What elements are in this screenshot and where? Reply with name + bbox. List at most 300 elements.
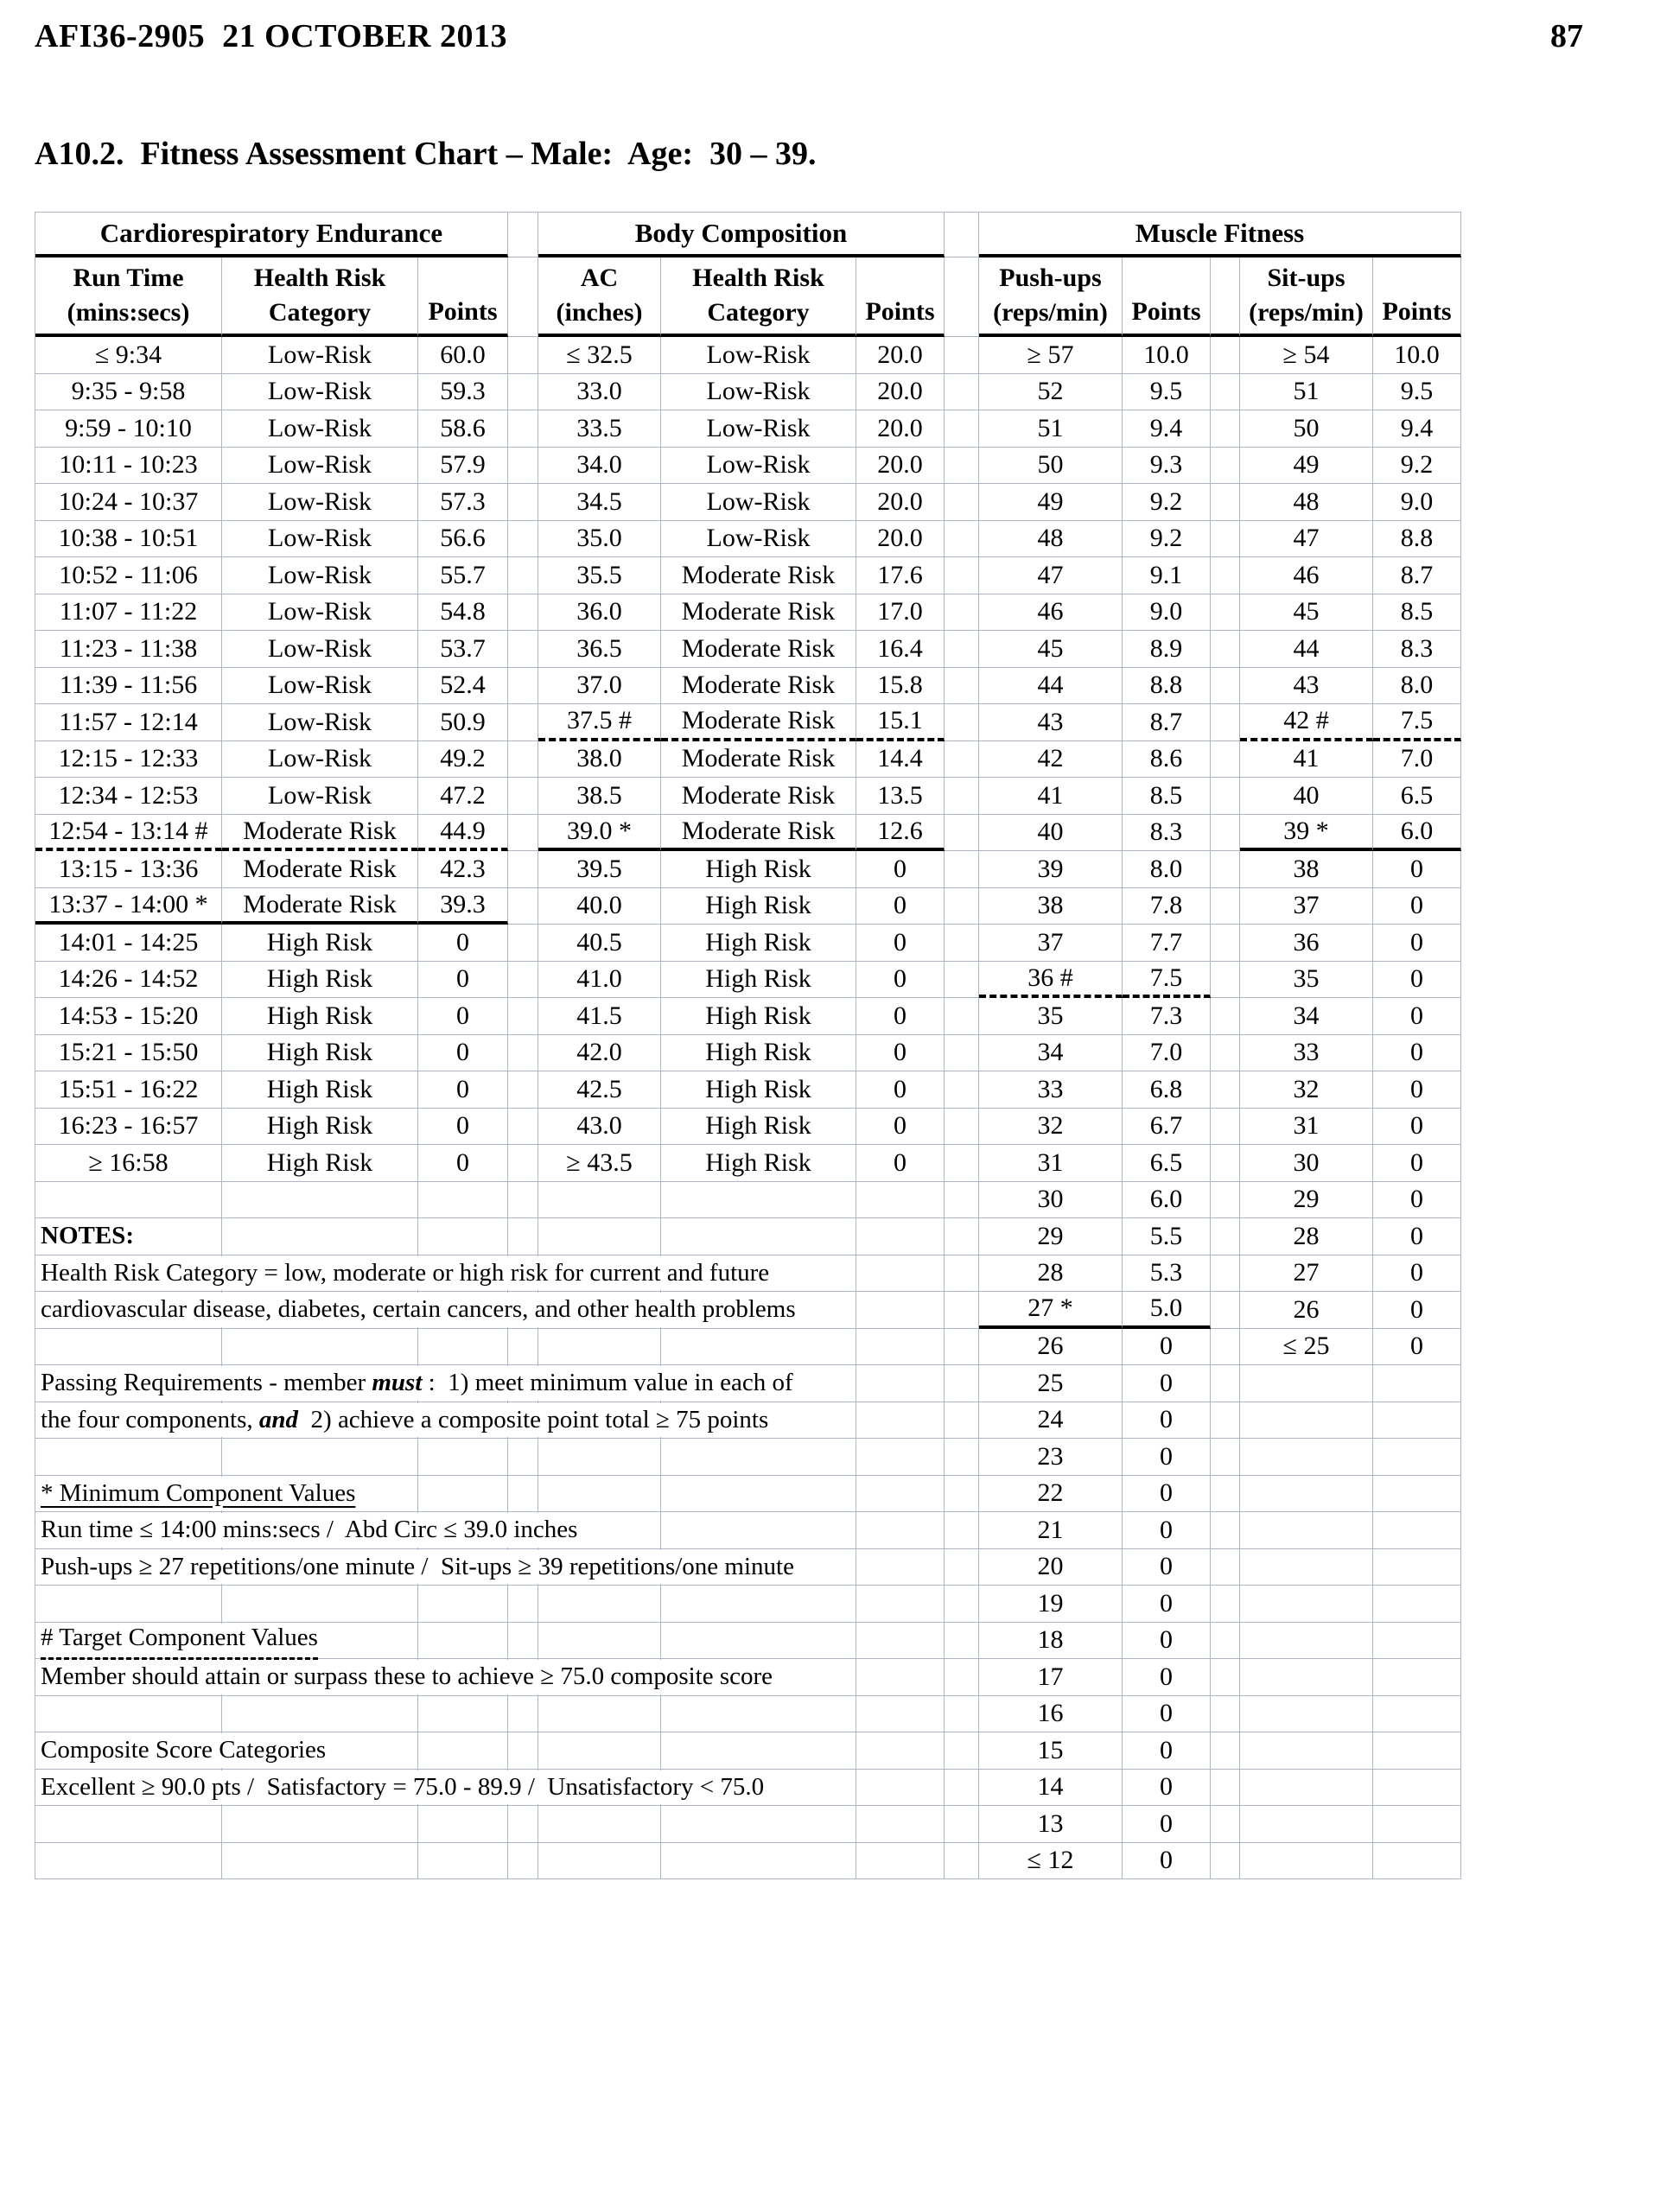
empty-cell (418, 1476, 508, 1513)
spacer-cell (508, 851, 538, 888)
note-segment: Push-ups ≥ 27 repetitions/one minute / Sit-ups ≥ 39 repetitions/one minute (41, 1552, 794, 1580)
ac-cell: 33.5 (538, 410, 661, 448)
empty-cell (856, 1623, 945, 1660)
empty-cell (661, 1806, 856, 1843)
empty-cell (1240, 1512, 1373, 1549)
empty-cell (1373, 1476, 1461, 1513)
spacer-cell (945, 1182, 979, 1219)
empty-cell (1240, 1365, 1373, 1402)
spacer-cell (1211, 851, 1240, 888)
push-ups-cell: 16 (979, 1696, 1123, 1733)
sit-ups-cell: 41 (1240, 741, 1373, 779)
spacer-cell (945, 1806, 979, 1843)
spacer-cell (508, 594, 538, 632)
ac-cell: 40.0 (538, 888, 661, 925)
points-cell: 9.4 (1123, 410, 1211, 448)
spacer-cell (945, 410, 979, 448)
empty-cell (222, 1329, 418, 1366)
note-segment: must (372, 1369, 423, 1396)
sit-ups-cell: 26 (1240, 1292, 1373, 1329)
spacer-cell (945, 1035, 979, 1072)
push-ups-cell: 37 (979, 925, 1123, 962)
risk-category-cell: High Risk (661, 925, 856, 962)
empty-cell (538, 1218, 661, 1255)
ac-cell: 33.0 (538, 374, 661, 411)
points-cell: 7.7 (1123, 925, 1211, 962)
risk-category-cell: High Risk (222, 1035, 418, 1072)
spacer-cell (508, 668, 538, 705)
column-header-points: Points (418, 257, 508, 337)
points-cell: 7.5 (1373, 704, 1461, 741)
push-ups-cell: 45 (979, 631, 1123, 668)
note-segment: # Target Component Values (41, 1621, 318, 1661)
points-cell: 39.3 (418, 888, 508, 925)
ac-cell: 38.0 (538, 741, 661, 779)
ac-cell: ≤ 32.5 (538, 337, 661, 374)
run-time-cell: 10:24 - 10:37 (35, 484, 222, 521)
risk-category-cell: High Risk (661, 1035, 856, 1072)
points-cell: 20.0 (856, 448, 945, 485)
empty-cell (538, 1329, 661, 1366)
points-cell: 0 (1123, 1623, 1211, 1660)
spacer-cell (508, 1109, 538, 1146)
points-cell: 5.3 (1123, 1255, 1211, 1293)
column-header-sit-ups: Sit-ups (reps/min) (1240, 257, 1373, 337)
spacer-cell (508, 778, 538, 815)
risk-category-cell: Low-Risk (222, 778, 418, 815)
push-ups-cell: 23 (979, 1439, 1123, 1476)
push-ups-cell: 22 (979, 1476, 1123, 1513)
empty-cell (35, 1439, 222, 1476)
spacer-cell (1211, 337, 1240, 374)
empty-cell (856, 1696, 945, 1733)
empty-cell (538, 1586, 661, 1623)
spacer-cell (945, 962, 979, 999)
points-cell: 0 (1373, 1071, 1461, 1109)
points-cell: 44.9 (418, 815, 508, 852)
risk-category-cell: High Risk (222, 962, 418, 999)
push-ups-cell: 51 (979, 410, 1123, 448)
empty-cell (508, 1182, 538, 1219)
points-cell: 0 (418, 1071, 508, 1109)
note-text (37, 1733, 334, 1768)
points-cell: 54.8 (418, 594, 508, 632)
push-ups-cell: 19 (979, 1586, 1123, 1623)
spacer-cell (945, 1292, 979, 1329)
points-cell: 17.0 (856, 594, 945, 632)
risk-category-cell: Low-Risk (222, 410, 418, 448)
empty-cell (856, 1182, 945, 1219)
risk-category-cell: High Risk (661, 888, 856, 925)
spacer-cell (945, 521, 979, 558)
ac-cell: 37.5 # (538, 704, 661, 741)
document-header: AFI36-2905 21 OCTOBER 2013 (35, 18, 507, 54)
run-time-cell: 9:35 - 9:58 (35, 374, 222, 411)
push-ups-cell: 41 (979, 778, 1123, 815)
spacer-cell (945, 668, 979, 705)
spacer-cell (1211, 1145, 1240, 1182)
group-header-body-composition: Body Composition (538, 213, 945, 257)
risk-category-cell: Moderate Risk (661, 631, 856, 668)
points-cell: 52.4 (418, 668, 508, 705)
spacer-cell (1211, 521, 1240, 558)
points-cell: 7.0 (1373, 741, 1461, 779)
empty-cell (856, 1218, 945, 1255)
column-header-points: Points (856, 257, 945, 337)
empty-cell (418, 1732, 508, 1770)
points-cell: 0 (1123, 1770, 1211, 1807)
points-cell: 9.2 (1123, 484, 1211, 521)
empty-cell (1373, 1659, 1461, 1696)
note-text (37, 1403, 777, 1438)
note-segment: and (258, 1405, 299, 1433)
empty-cell (35, 1329, 222, 1366)
spacer-cell (945, 925, 979, 962)
points-cell: 16.4 (856, 631, 945, 668)
sit-ups-cell: 45 (1240, 594, 1373, 632)
push-ups-cell: 25 (979, 1365, 1123, 1402)
column-header-run-time: Run Time (mins:secs) (35, 257, 222, 337)
points-cell: 0 (418, 998, 508, 1035)
spacer-cell (1211, 448, 1240, 485)
empty-cell (508, 1586, 538, 1623)
points-cell: 0 (1373, 1329, 1461, 1366)
empty-cell (1373, 1732, 1461, 1770)
spacer-cell (945, 557, 979, 594)
points-cell: 8.7 (1373, 557, 1461, 594)
note-segment: Composite Score Categories (41, 1736, 327, 1764)
points-cell: 6.5 (1123, 1145, 1211, 1182)
push-ups-cell: 42 (979, 741, 1123, 779)
points-cell: 9.5 (1373, 374, 1461, 411)
empty-cell (508, 1623, 538, 1660)
empty-cell (1240, 1696, 1373, 1733)
empty-cell (1373, 1623, 1461, 1660)
empty-cell (418, 1329, 508, 1366)
spacer-cell (945, 1659, 979, 1696)
run-time-cell: 15:51 - 16:22 (35, 1071, 222, 1109)
risk-category-cell: High Risk (661, 998, 856, 1035)
empty-cell (538, 1843, 661, 1880)
points-cell: 0 (1373, 1109, 1461, 1146)
spacer-cell (508, 888, 538, 925)
points-cell: 0 (1373, 888, 1461, 925)
spacer-cell (945, 1512, 979, 1549)
points-cell: 0 (856, 888, 945, 925)
empty-cell (661, 1843, 856, 1880)
risk-category-cell: Moderate Risk (661, 557, 856, 594)
spacer-cell (945, 815, 979, 852)
page-title: A10.2. Fitness Assessment Chart – Male: Age: 30 – 39. (35, 136, 817, 172)
note-text (37, 1293, 805, 1327)
points-cell: 57.3 (418, 484, 508, 521)
push-ups-cell: 26 (979, 1329, 1123, 1366)
spacer-cell (945, 213, 979, 257)
spacer-cell (1211, 815, 1240, 852)
points-cell: 0 (1373, 1292, 1461, 1329)
run-time-cell: 15:21 - 15:50 (35, 1035, 222, 1072)
push-ups-cell: 15 (979, 1732, 1123, 1770)
spacer-cell (508, 213, 538, 257)
points-cell: 12.6 (856, 815, 945, 852)
empty-cell (418, 1439, 508, 1476)
points-cell: 0 (1123, 1843, 1211, 1880)
spacer-cell (945, 1623, 979, 1660)
points-cell: 0 (1373, 925, 1461, 962)
points-cell: 53.7 (418, 631, 508, 668)
push-ups-cell: 30 (979, 1182, 1123, 1219)
sit-ups-cell: 29 (1240, 1182, 1373, 1219)
empty-cell (222, 1843, 418, 1880)
ac-cell: 36.0 (538, 594, 661, 632)
empty-cell (222, 1182, 418, 1219)
empty-cell (1373, 1806, 1461, 1843)
run-time-cell: 12:54 - 13:14 # (35, 815, 222, 852)
risk-category-cell: Low-Risk (222, 374, 418, 411)
points-cell: 20.0 (856, 337, 945, 374)
spacer-cell (1211, 374, 1240, 411)
sit-ups-cell: 30 (1240, 1145, 1373, 1182)
ac-cell: 42.5 (538, 1071, 661, 1109)
empty-cell (1373, 1770, 1461, 1807)
column-header-push-ups: Push-ups (reps/min) (979, 257, 1123, 337)
run-time-cell: ≥ 16:58 (35, 1145, 222, 1182)
risk-category-cell: High Risk (661, 851, 856, 888)
empty-cell (538, 1806, 661, 1843)
risk-category-cell: High Risk (222, 925, 418, 962)
risk-category-cell: Moderate Risk (222, 815, 418, 852)
spacer-cell (1211, 1549, 1240, 1586)
run-time-cell: 11:57 - 12:14 (35, 704, 222, 741)
points-cell: 47.2 (418, 778, 508, 815)
empty-cell (418, 1843, 508, 1880)
run-time-cell: 11:23 - 11:38 (35, 631, 222, 668)
spacer-cell (945, 1586, 979, 1623)
empty-cell (508, 1843, 538, 1880)
empty-cell (538, 1623, 661, 1660)
points-cell: 8.9 (1123, 631, 1211, 668)
empty-cell (1373, 1365, 1461, 1402)
spacer-cell (1211, 704, 1240, 741)
spacer-cell (1211, 410, 1240, 448)
empty-cell (1240, 1806, 1373, 1843)
spacer-cell (945, 998, 979, 1035)
points-cell: 0 (856, 1109, 945, 1146)
empty-cell (222, 1218, 418, 1255)
points-cell: 6.0 (1373, 815, 1461, 852)
empty-cell (856, 1549, 945, 1586)
empty-cell (35, 1806, 222, 1843)
sit-ups-cell: 42 # (1240, 704, 1373, 741)
spacer-cell (508, 410, 538, 448)
empty-cell (222, 1806, 418, 1843)
ac-cell: 35.5 (538, 557, 661, 594)
push-ups-cell: 49 (979, 484, 1123, 521)
empty-cell (1373, 1512, 1461, 1549)
empty-cell (35, 1182, 222, 1219)
points-cell: 58.6 (418, 410, 508, 448)
points-cell: 9.5 (1123, 374, 1211, 411)
spacer-cell (1211, 1770, 1240, 1807)
points-cell: 0 (418, 1145, 508, 1182)
note-text (37, 1366, 802, 1401)
empty-cell (1240, 1439, 1373, 1476)
sit-ups-cell: 40 (1240, 778, 1373, 815)
points-cell: 0 (856, 1071, 945, 1109)
sit-ups-cell: ≤ 25 (1240, 1329, 1373, 1366)
points-cell: 8.0 (1373, 668, 1461, 705)
empty-cell (661, 1586, 856, 1623)
group-header-muscle-fitness: Muscle Fitness (979, 213, 1461, 257)
risk-category-cell: Moderate Risk (222, 888, 418, 925)
spacer-cell (1211, 1696, 1240, 1733)
spacer-cell (508, 484, 538, 521)
empty-cell (856, 1292, 945, 1329)
run-time-cell: 10:52 - 11:06 (35, 557, 222, 594)
empty-cell (1373, 1696, 1461, 1733)
note-text (37, 1256, 778, 1291)
empty-cell (661, 1329, 856, 1366)
push-ups-cell: 48 (979, 521, 1123, 558)
push-ups-cell: ≤ 12 (979, 1843, 1123, 1880)
spacer-cell (508, 1035, 538, 1072)
ac-cell: 35.0 (538, 521, 661, 558)
column-header-ac: AC (inches) (538, 257, 661, 337)
spacer-cell (945, 851, 979, 888)
points-cell: 5.5 (1123, 1218, 1211, 1255)
empty-cell (538, 1696, 661, 1733)
push-ups-cell: 28 (979, 1255, 1123, 1293)
points-cell: 7.0 (1123, 1035, 1211, 1072)
spacer-cell (1211, 1329, 1240, 1366)
spacer-cell (1211, 557, 1240, 594)
empty-cell (1240, 1586, 1373, 1623)
points-cell: 0 (1123, 1806, 1211, 1843)
push-ups-cell: 31 (979, 1145, 1123, 1182)
spacer-cell (945, 1732, 979, 1770)
spacer-cell (508, 374, 538, 411)
points-cell: 0 (1123, 1329, 1211, 1366)
push-ups-cell: 18 (979, 1623, 1123, 1660)
ac-cell: ≥ 43.5 (538, 1145, 661, 1182)
spacer-cell (945, 1145, 979, 1182)
sit-ups-cell: 33 (1240, 1035, 1373, 1072)
spacer-cell (508, 962, 538, 999)
spacer-cell (1211, 1071, 1240, 1109)
spacer-cell (945, 374, 979, 411)
note-segment: * Minimum Component Values (41, 1478, 356, 1507)
spacer-cell (1211, 1292, 1240, 1329)
points-cell: 0 (1123, 1402, 1211, 1440)
points-cell: 59.3 (418, 374, 508, 411)
points-cell: 49.2 (418, 741, 508, 779)
note-text (37, 1477, 364, 1511)
empty-cell (856, 1659, 945, 1696)
spacer-cell (1211, 594, 1240, 632)
spacer-cell (1211, 998, 1240, 1035)
empty-cell (1240, 1402, 1373, 1440)
empty-cell (856, 1365, 945, 1402)
points-cell: 20.0 (856, 410, 945, 448)
push-ups-cell: 47 (979, 557, 1123, 594)
note-segment: Health Risk Category = low, moderate or high risk for current and future (41, 1258, 770, 1287)
points-cell: 0 (1373, 962, 1461, 999)
risk-category-cell: Low-Risk (661, 410, 856, 448)
note-segment: the four components, (41, 1405, 259, 1433)
push-ups-cell: 38 (979, 888, 1123, 925)
spacer-cell (508, 704, 538, 741)
empty-cell (856, 1476, 945, 1513)
empty-cell (661, 1732, 856, 1770)
push-ups-cell: 34 (979, 1035, 1123, 1072)
empty-cell (35, 1843, 222, 1880)
spacer-cell (945, 1329, 979, 1366)
ac-cell: 36.5 (538, 631, 661, 668)
points-cell: 9.0 (1123, 594, 1211, 632)
risk-category-cell: High Risk (222, 1071, 418, 1109)
spacer-cell (1211, 1218, 1240, 1255)
empty-cell (538, 1732, 661, 1770)
points-cell: 7.5 (1123, 962, 1211, 999)
points-cell: 0 (1373, 1035, 1461, 1072)
risk-category-cell: High Risk (222, 1109, 418, 1146)
sit-ups-cell: 48 (1240, 484, 1373, 521)
risk-category-cell: Low-Risk (222, 741, 418, 779)
points-cell: 0 (1373, 1145, 1461, 1182)
spacer-cell (1211, 962, 1240, 999)
push-ups-cell: 29 (979, 1218, 1123, 1255)
empty-cell (1240, 1770, 1373, 1807)
push-ups-cell: 17 (979, 1659, 1123, 1696)
note-segment: cardiovascular disease, diabetes, certain cancers, and other health problems (41, 1295, 796, 1323)
points-cell: 0 (1123, 1439, 1211, 1476)
run-time-cell: 13:15 - 13:36 (35, 851, 222, 888)
points-cell: 6.7 (1123, 1109, 1211, 1146)
risk-category-cell: Low-Risk (661, 521, 856, 558)
points-cell: 20.0 (856, 374, 945, 411)
risk-category-cell: Moderate Risk (661, 778, 856, 815)
points-cell: 10.0 (1373, 337, 1461, 374)
points-cell: 9.4 (1373, 410, 1461, 448)
points-cell: 42.3 (418, 851, 508, 888)
points-cell: 20.0 (856, 484, 945, 521)
ac-cell: 43.0 (538, 1109, 661, 1146)
run-time-cell: 14:53 - 15:20 (35, 998, 222, 1035)
points-cell: 8.5 (1123, 778, 1211, 815)
spacer-cell (945, 778, 979, 815)
spacer-cell (945, 704, 979, 741)
risk-category-cell: Low-Risk (661, 484, 856, 521)
points-cell: 6.5 (1373, 778, 1461, 815)
empty-cell (538, 1476, 661, 1513)
push-ups-cell: 52 (979, 374, 1123, 411)
push-ups-cell: ≥ 57 (979, 337, 1123, 374)
empty-cell (1373, 1439, 1461, 1476)
risk-category-cell: Moderate Risk (661, 815, 856, 852)
points-cell: 7.8 (1123, 888, 1211, 925)
sit-ups-cell: 35 (1240, 962, 1373, 999)
points-cell: 0 (1123, 1549, 1211, 1586)
spacer-cell (1211, 925, 1240, 962)
risk-category-cell: Low-Risk (222, 337, 418, 374)
empty-cell (508, 1439, 538, 1476)
empty-cell (661, 1182, 856, 1219)
ac-cell: 40.5 (538, 925, 661, 962)
points-cell: 0 (1373, 1218, 1461, 1255)
note-text (37, 1513, 586, 1548)
risk-category-cell: High Risk (222, 1145, 418, 1182)
points-cell: 0 (1123, 1732, 1211, 1770)
